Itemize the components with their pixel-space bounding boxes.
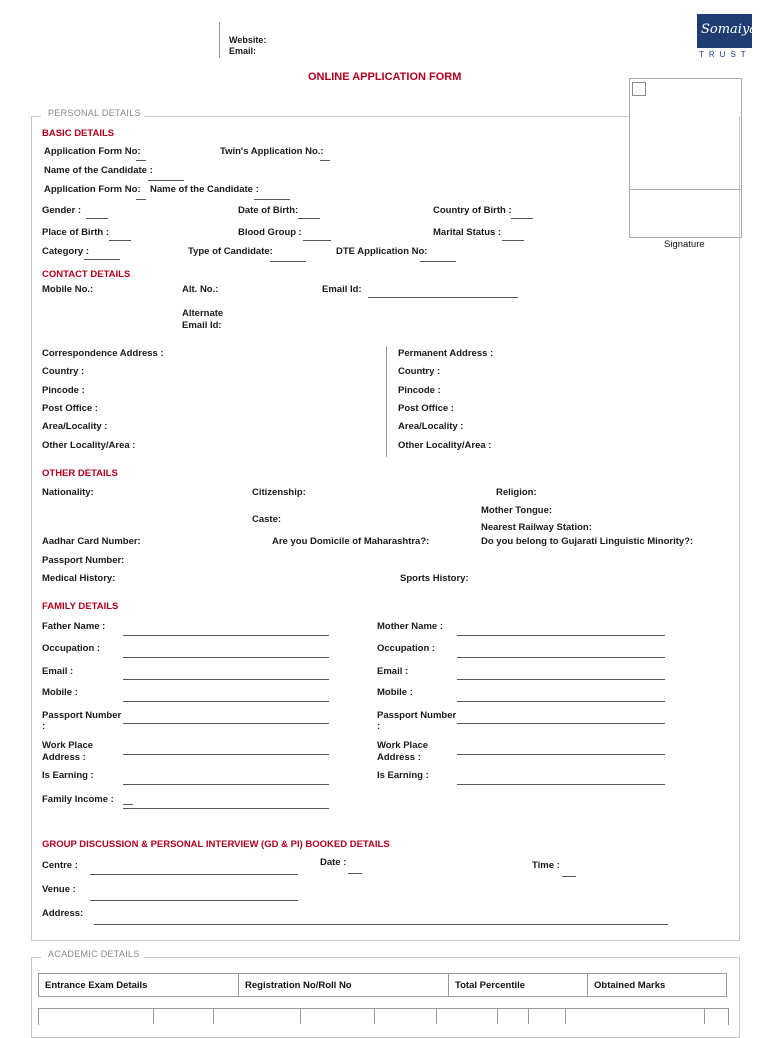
registration-no-header: Registration No/Roll No	[239, 974, 449, 997]
basic-details-heading: BASIC DETAILS	[42, 128, 115, 139]
mother-passport-label-1: Passport Number	[377, 710, 457, 721]
religion-label: Religion:	[496, 487, 537, 498]
father-passport-label-1: Passport Number	[42, 710, 122, 721]
other-details-heading: OTHER DETAILS	[42, 468, 118, 479]
venue-label: Venue :	[42, 884, 76, 895]
type-of-candidate-field[interactable]	[270, 261, 306, 262]
marital-status-field[interactable]	[502, 240, 524, 241]
corr-post-office-label: Post Office :	[42, 403, 98, 414]
category-field[interactable]	[84, 259, 120, 260]
gujarati-minority-label: Do you belong to Gujarati Linguistic Minority?:	[481, 536, 694, 547]
dte-application-no-label: DTE Application No:	[336, 246, 428, 257]
perm-pincode-label: Pincode :	[398, 385, 441, 396]
family-income-label: Family Income :	[42, 794, 114, 805]
email-label: Email:	[229, 46, 257, 56]
dte-application-no-field[interactable]	[420, 261, 456, 262]
academic-details-fieldset	[31, 957, 740, 1038]
mother-email-label: Email :	[377, 666, 409, 677]
father-occupation-label: Occupation :	[42, 643, 101, 654]
entrance-exam-table	[38, 973, 727, 997]
aadhar-label: Aadhar Card Number:	[42, 536, 141, 547]
somaiya-trust-logo	[697, 14, 758, 62]
father-passport-field[interactable]	[123, 723, 329, 724]
gdpi-heading: GROUP DISCUSSION & PERSONAL INTERVIEW (GD & PI) BOOKED DETAILS	[42, 839, 390, 850]
father-mobile-field[interactable]	[123, 701, 329, 702]
qual-col-divider	[704, 1008, 705, 1024]
gender-field[interactable]	[86, 218, 108, 219]
address-field[interactable]	[94, 924, 668, 925]
academic-fieldset-top-left	[31, 957, 41, 958]
time-field[interactable]	[562, 876, 576, 877]
corr-country-label: Country :	[42, 366, 85, 377]
railway-station-label: Nearest Railway Station:	[481, 522, 592, 533]
father-occupation-field[interactable]	[123, 657, 329, 658]
name-candidate-2-label: Name of the Candidate :	[150, 184, 259, 195]
family-income-prefix	[123, 804, 133, 805]
entrance-exam-header: Entrance Exam Details	[39, 974, 239, 997]
application-form-no-2-label: Application Form No:	[44, 184, 141, 195]
permanent-address-label: Permanent Address :	[398, 348, 494, 359]
name-candidate-2-field[interactable]	[254, 199, 290, 200]
application-form-no-2-field[interactable]	[136, 199, 146, 200]
mother-work-label-2: Address :	[377, 752, 421, 763]
sports-history-label: Sports History:	[400, 573, 469, 584]
father-work-field[interactable]	[123, 754, 329, 755]
email-id-field[interactable]	[368, 297, 518, 298]
mother-mobile-field[interactable]	[457, 701, 665, 702]
citizenship-label: Citizenship:	[252, 487, 306, 498]
father-passport-label-2: :	[42, 721, 46, 732]
signature-label: Signature	[664, 239, 705, 250]
mother-passport-label-2: :	[377, 721, 381, 732]
gender-label: Gender :	[42, 205, 82, 216]
blood-group-field[interactable]	[303, 240, 331, 241]
place-of-birth-label: Place of Birth :	[42, 227, 110, 238]
application-form-no-label: Application Form No:	[44, 146, 141, 157]
mother-work-label-1: Work Place	[377, 740, 429, 751]
passport-number-label: Passport Number:	[42, 555, 125, 566]
category-label: Category :	[42, 246, 89, 257]
twin-application-no-field[interactable]	[320, 160, 330, 161]
website-label: Website:	[229, 35, 267, 45]
family-details-heading: FAMILY DETAILS	[42, 601, 119, 612]
academic-details-legend: ACADEMIC DETAILS	[44, 949, 144, 959]
nationality-label: Nationality:	[42, 487, 94, 498]
alt-no-label: Alt. No.:	[182, 284, 219, 295]
father-email-field[interactable]	[123, 679, 329, 680]
corr-pincode-label: Pincode :	[42, 385, 85, 396]
personal-details-fieldset	[31, 116, 740, 941]
qual-col-divider	[565, 1008, 566, 1024]
address-divider	[386, 346, 387, 457]
personal-fieldset-top-left	[31, 116, 41, 117]
personal-details-legend: PERSONAL DETAILS	[44, 108, 145, 118]
mobile-no-label: Mobile No.:	[42, 284, 94, 295]
perm-post-office-label: Post Office :	[398, 403, 454, 414]
alternate-email-label-1: Alternate	[182, 308, 224, 319]
qual-col-divider	[300, 1008, 301, 1024]
family-income-field[interactable]	[123, 808, 329, 809]
corr-other-area-label: Other Locality/Area :	[42, 440, 136, 451]
mother-occupation-label: Occupation :	[377, 643, 436, 654]
mother-work-field[interactable]	[457, 754, 665, 755]
broken-image-icon	[632, 82, 646, 96]
mother-occupation-field[interactable]	[457, 657, 665, 658]
academic-fieldset-top-right	[133, 957, 738, 958]
name-candidate-label: Name of the Candidate :	[44, 165, 153, 176]
centre-field[interactable]	[90, 874, 298, 875]
mother-tongue-label: Mother Tongue:	[481, 505, 553, 516]
address-label: Address:	[42, 908, 84, 919]
father-earning-field[interactable]	[123, 784, 329, 785]
qual-col-divider	[374, 1008, 375, 1024]
contact-details-heading: CONTACT DETAILS	[42, 269, 131, 280]
father-name-field[interactable]	[123, 635, 329, 636]
alternate-email-label-2: Email Id:	[182, 320, 222, 331]
form-title: ONLINE APPLICATION FORM	[308, 71, 462, 83]
correspondence-address-label: Correspondence Address :	[42, 348, 164, 359]
qual-col-divider	[528, 1008, 529, 1024]
place-of-birth-field[interactable]	[109, 240, 131, 241]
father-name-label: Father Name :	[42, 621, 106, 632]
date-label: Date :	[320, 857, 347, 868]
father-mobile-label: Mobile :	[42, 687, 78, 698]
father-email-label: Email :	[42, 666, 74, 677]
mother-mobile-label: Mobile :	[377, 687, 413, 698]
country-of-birth-field[interactable]	[511, 218, 533, 219]
corr-area-label: Area/Locality :	[42, 421, 108, 432]
marital-status-label: Marital Status :	[433, 227, 502, 238]
perm-area-label: Area/Locality :	[398, 421, 464, 432]
application-form-no-field[interactable]	[136, 160, 146, 161]
mother-email-field[interactable]	[457, 679, 665, 680]
perm-other-area-label: Other Locality/Area :	[398, 440, 492, 451]
twin-application-no-label: Twin's Application No.:	[220, 146, 324, 157]
father-earning-label: Is Earning :	[42, 770, 94, 781]
total-percentile-header: Total Percentile	[449, 974, 588, 997]
qual-col-divider	[436, 1008, 437, 1024]
mother-passport-field[interactable]	[457, 723, 665, 724]
date-of-birth-field[interactable]	[298, 218, 320, 219]
mother-earning-label: Is Earning :	[377, 770, 429, 781]
table-row	[39, 974, 727, 997]
country-of-birth-label: Country of Birth :	[433, 205, 512, 216]
qual-col-divider	[497, 1008, 498, 1024]
date-field[interactable]	[348, 873, 362, 874]
personal-fieldset-top-right	[134, 116, 629, 117]
father-work-label-2: Address :	[42, 752, 86, 763]
header-divider	[219, 22, 220, 58]
father-work-label-1: Work Place	[42, 740, 94, 751]
name-candidate-field[interactable]	[148, 180, 184, 181]
qual-col-divider	[213, 1008, 214, 1024]
mother-name-field[interactable]	[457, 635, 665, 636]
type-of-candidate-label: Type of Candidate:	[188, 246, 273, 257]
domicile-label: Are you Domicile of Maharashtra?:	[272, 536, 430, 547]
blood-group-label: Blood Group :	[238, 227, 302, 238]
mother-earning-field[interactable]	[457, 784, 665, 785]
logo-trust-text: TRUST	[699, 50, 751, 59]
medical-history-label: Medical History:	[42, 573, 116, 584]
centre-label: Centre :	[42, 860, 78, 871]
caste-label: Caste:	[252, 514, 282, 525]
time-label: Time :	[532, 860, 560, 871]
perm-country-label: Country :	[398, 366, 441, 377]
date-of-birth-label: Date of Birth:	[238, 205, 299, 216]
obtained-marks-header: Obtained Marks	[588, 974, 727, 997]
logo-script: Somaiya	[701, 22, 758, 37]
qual-col-divider	[153, 1008, 154, 1024]
logo-box	[697, 14, 758, 48]
venue-field[interactable]	[90, 900, 298, 901]
mother-name-label: Mother Name :	[377, 621, 443, 632]
qualification-table-top	[38, 1008, 729, 1025]
email-id-label: Email Id:	[322, 284, 362, 295]
